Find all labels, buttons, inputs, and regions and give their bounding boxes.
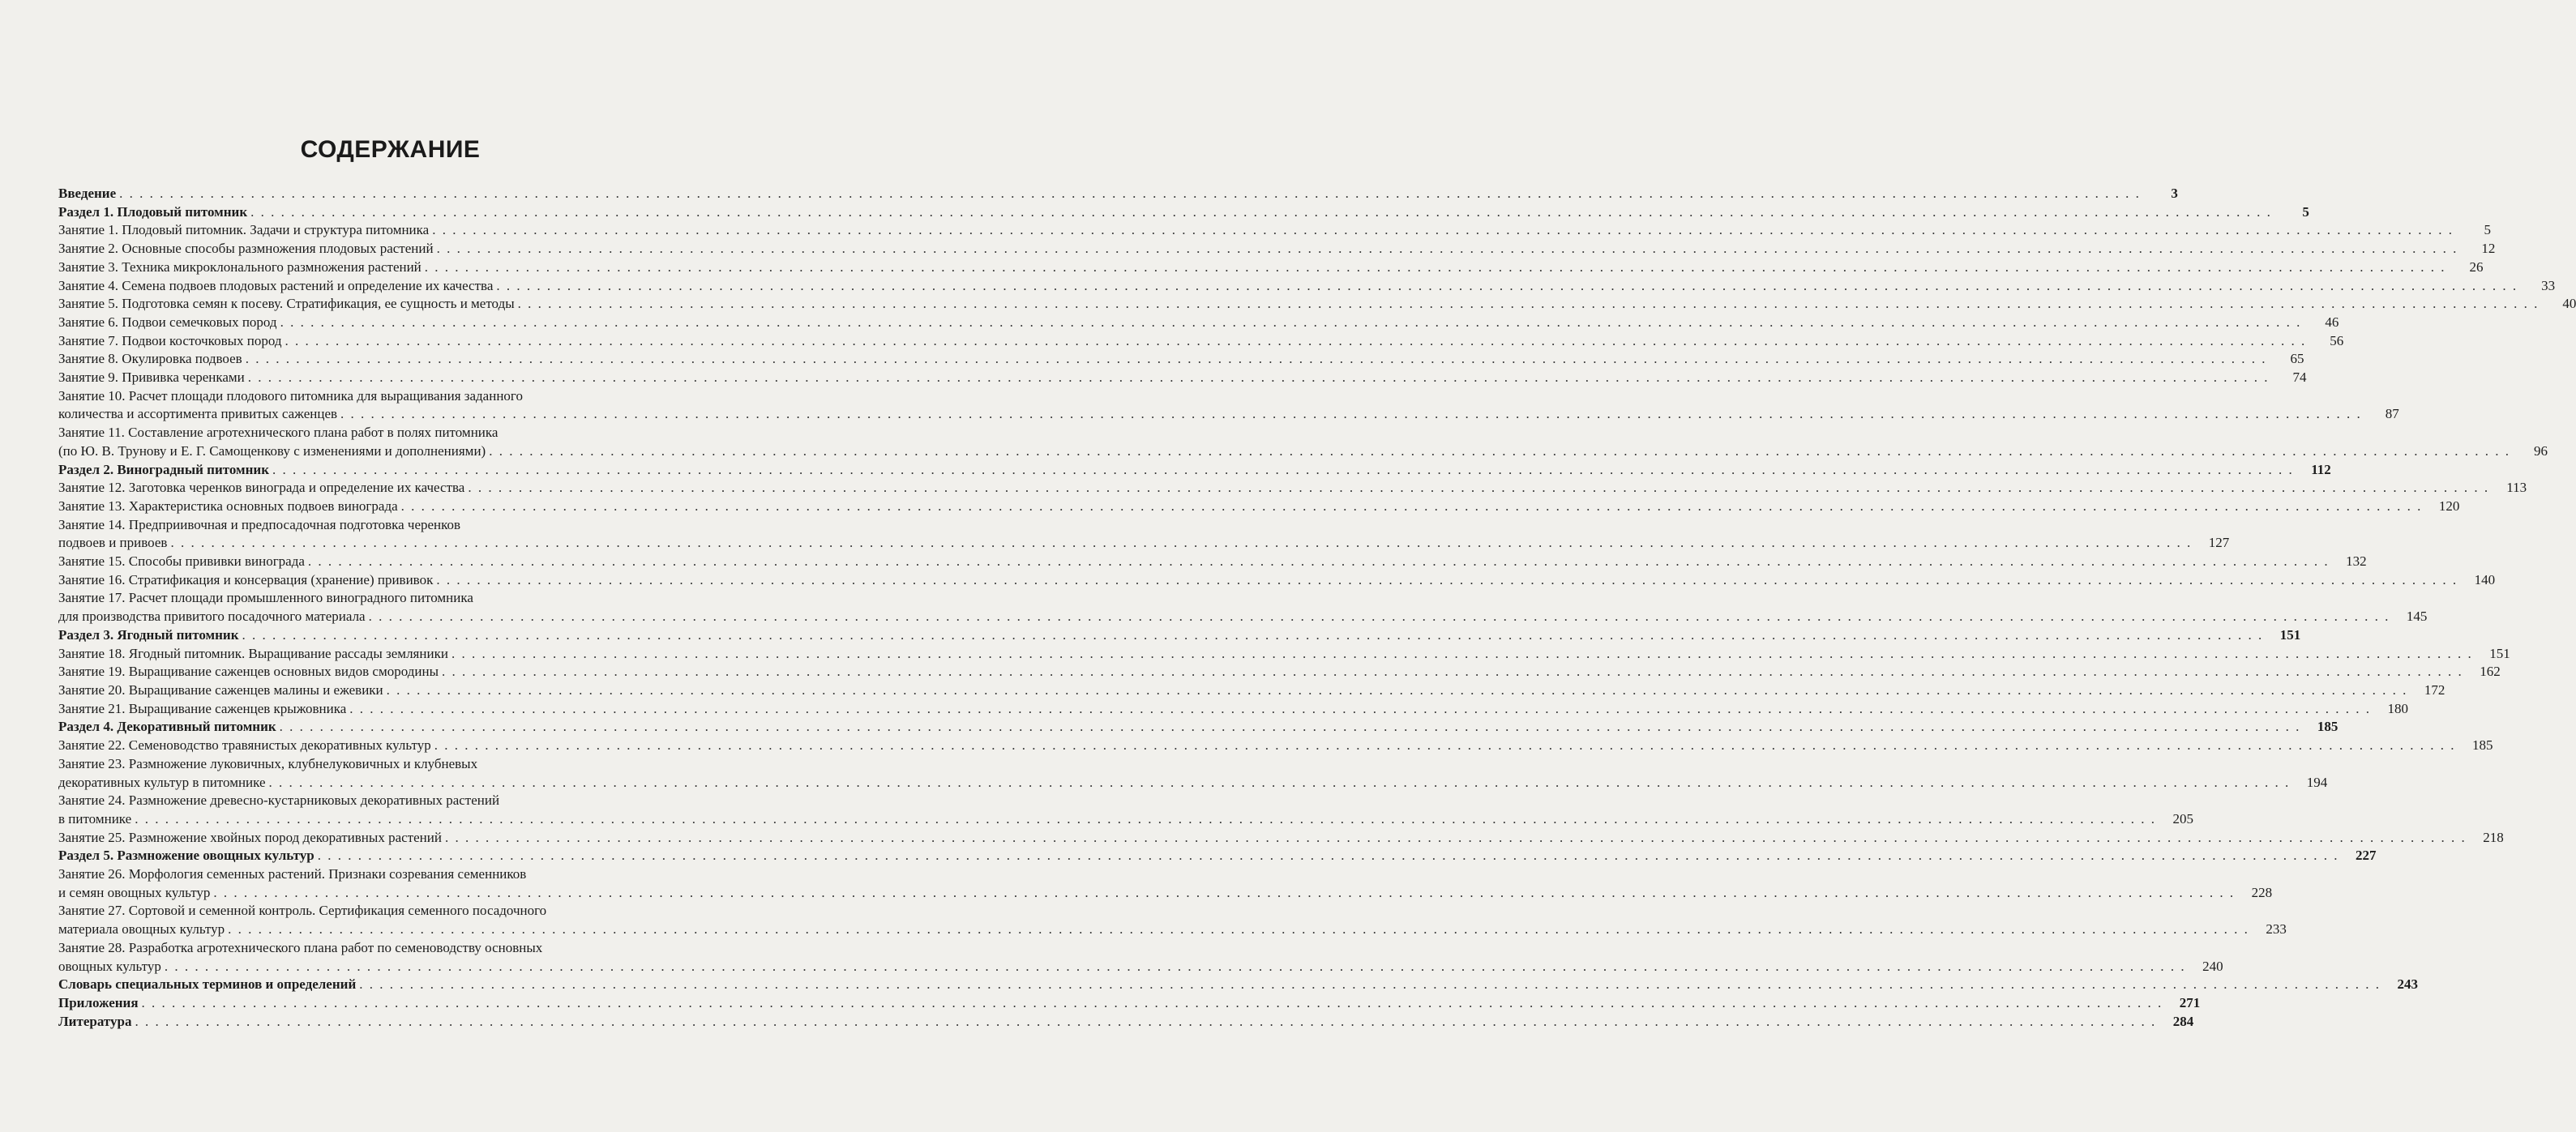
toc-page-number: 194: [2306, 774, 2328, 790]
dot-leader: . . . . . . . . . . . . . . . . . . . . . . . . . . . . . . . . . . . . . . . . . . . . . . . . . . . . . . . . . . . . . . . . . . . . . . . . . . . . . . . . . . . . . . . . . . . . . . . . . . . . . . . . . . . . . . . . . . . . . . . . . . . . . . . . . . . . . . . . . . . . . . . . . . . . . . . . . . . . . . . . . . . . . . . . . . . . . . . . . . . . . . . . . . . . . . . . . . . . . . . .: [213, 884, 2236, 900]
toc-page-number: 5: [2484, 222, 2491, 238]
dot-leader: . . . . . . . . . . . . . . . . . . . . . . . . . . . . . . . . . . . . . . . . . . . . . . . . . . . . . . . . . . . . . . . . . . . . . . . . . . . . . . . . . . . . . . . . . . . . . . . . . . . . . . . . . . . . . . . . . . . . . . . . . . . . . . . . . . . . . . . . . . . . . . . . . . . . . . . . . . . . . . . . . . . . . . . . . . . . . . . . . . . . . . . . . . . . . . . . . . . . . . . .: [141, 994, 2163, 1010]
toc-entry-text: Занятие 10. Расчет площади плодового питомника для выращивания заданного: [58, 387, 523, 404]
toc-page-number: 227: [2355, 848, 2377, 864]
toc-entry: [58, 203, 2309, 222]
dot-leader: . . . . . . . . . . . . . . . . . . . . . . . . . . . . . . . . . . . . . . . . . . . . . . . . . . . . . . . . . . . . . . . . . . . . . . . . . . . . . . . . . . . . . . . . . . . . . . . . . . . . . . . . . . . . . . . . . . . . . . . . . . . . . . . . . . . . . . . . . . . . . . . . . . . . . . . . . . . . . . . . . . . . . . . . . . . . . . . . . . . . . . . . . . . . . . . . . . . . . . . .: [307, 553, 2330, 570]
toc-entry-text: количества и ассортимента привитых саженцев: [58, 406, 338, 422]
toc-page-number: 205: [2172, 810, 2193, 827]
dot-leader: . . . . . . . . . . . . . . . . . . . . . . . . . . . . . . . . . . . . . . . . . . . . . . . . . . . . . . . . . . . . . . . . . . . . . . . . . . . . . . . . . . . . . . . . . . . . . . . . . . . . . . . . . . . . . . . . . . . . . . . . . . . . . . . . . . . . . . . . . . . . . . . . . . . . . . . . . . . . . . . . . . . . . . . . . . . . . . . . . . . . . . . . . . . . . . . . . . . . . . . .: [317, 848, 2339, 864]
toc-page-number: 228: [2251, 884, 2273, 900]
toc-page-number: 65: [2290, 351, 2304, 367]
toc-entry-text: материала овощных культур: [58, 921, 225, 938]
toc-entry-text: Занятие 2. Основные способы размножения плодовых растений: [58, 241, 434, 257]
toc-entry-text: Занятие 9. Прививка черенками: [58, 370, 245, 386]
dot-leader: . . . . . . . . . . . . . . . . . . . . . . . . . . . . . . . . . . . . . . . . . . . . . . . . . . . . . . . . . . . . . . . . . . . . . . . . . . . . . . . . . . . . . . . . . . . . . . . . . . . . . . . . . . . . . . . . . . . . . . . . . . . . . . . . . . . . . . . . . . . . . . . . . . . . . . . . . . . . . . . . . . . . . . . . . . . . . . . . . . . . . . . . . . . . . . . . . . . . . . . .: [432, 222, 2454, 238]
toc-entry: [58, 479, 2527, 498]
toc-page-number: 56: [2330, 332, 2344, 348]
toc-entry-text: Занятие 19. Выращивание саженцев основных видов смородины: [58, 664, 439, 680]
toc-entry: [58, 589, 2428, 626]
toc-page-number: 40: [2562, 296, 2576, 312]
toc-entry: [58, 221, 2491, 240]
page-title: СОДЕРЖАНИЕ: [300, 136, 481, 163]
toc-entry: [58, 571, 2496, 590]
dot-leader: . . . . . . . . . . . . . . . . . . . . . . . . . . . . . . . . . . . . . . . . . . . . . . . . . . . . . . . . . . . . . . . . . . . . . . . . . . . . . . . . . . . . . . . . . . . . . . . . . . . . . . . . . . . . . . . . . . . . . . . . . . . . . . . . . . . . . . . . . . . . . . . . . . . . . . . . . . . . . . . . . . . . . . . . . . . . . . . . . . . . . . . . . . . . . . . . . . . . . . . .: [349, 700, 2372, 716]
dot-leader: . . . . . . . . . . . . . . . . . . . . . . . . . . . . . . . . . . . . . . . . . . . . . . . . . . . . . . . . . . . . . . . . . . . . . . . . . . . . . . . . . . . . . . . . . . . . . . . . . . . . . . . . . . . . . . . . . . . . . . . . . . . . . . . . . . . . . . . . . . . . . . . . . . . . . . . . . . . . . . . . . . . . . . . . . . . . . . . . . . . . . . . . . . . . . . . . . . . . . . . .: [489, 442, 2510, 459]
dot-leader: . . . . . . . . . . . . . . . . . . . . . . . . . . . . . . . . . . . . . . . . . . . . . . . . . . . . . . . . . . . . . . . . . . . . . . . . . . . . . . . . . . . . . . . . . . . . . . . . . . . . . . . . . . . . . . . . . . . . . . . . . . . . . . . . . . . . . . . . . . . . . . . . . . . . . . . . . . . . . . . . . . . . . . . . . . . . . . . . . . . . . . . . . . . . . . . . . . . . . . . .: [400, 498, 2423, 514]
toc-entry: [58, 424, 2548, 460]
toc-entry-text: Занятие 11. Составление агротехнического плана работ в полях питомника: [58, 425, 499, 441]
toc-entry-text: (по Ю. В. Трунову и Е. Г. Самощенкову с изменениями и дополнениями): [58, 442, 486, 459]
toc-page-number: 151: [2279, 626, 2301, 643]
toc-entry-text: овощных культур: [58, 958, 161, 974]
dot-leader: . . . . . . . . . . . . . . . . . . . . . . . . . . . . . . . . . . . . . . . . . . . . . . . . . . . . . . . . . . . . . . . . . . . . . . . . . . . . . . . . . . . . . . . . . . . . . . . . . . . . . . . . . . . . . . . . . . . . . . . . . . . . . . . . . . . . . . . . . . . . . . . . . . . . . . . . . . . . . . . . . . . . . . . . . . . . . . . . . . . . . . . . . . . . . . . . . . . . . . . .: [386, 681, 2408, 698]
toc-entry-text: подвоев и привоев: [58, 535, 168, 551]
toc-page-number: 172: [2424, 681, 2445, 698]
toc-entry: [58, 865, 2273, 902]
toc-entry-text: Раздел 4. Декоративный питомник: [58, 719, 276, 735]
dot-leader: . . . . . . . . . . . . . . . . . . . . . . . . . . . . . . . . . . . . . . . . . . . . . . . . . . . . . . . . . . . . . . . . . . . . . . . . . . . . . . . . . . . . . . . . . . . . . . . . . . . . . . . . . . . . . . . . . . . . . . . . . . . . . . . . . . . . . . . . . . . . . . . . . . . . . . . . . . . . . . . . . . . . . . . . . . . . . . . . . . . . . . . . . . . . . . . . . . . . . . . .: [436, 571, 2458, 587]
toc-page-number: 145: [2406, 609, 2428, 625]
toc-entry: [58, 516, 2230, 553]
toc-entry-text: Занятие 12. Заготовка черенков винограда и определение их качества: [58, 480, 465, 496]
toc-entry-text: Занятие 21. Выращивание саженцев крыжовника: [58, 700, 347, 716]
toc-entry: [58, 387, 2399, 424]
dot-leader: . . . . . . . . . . . . . . . . . . . . . . . . . . . . . . . . . . . . . . . . . . . . . . . . . . . . . . . . . . . . . . . . . . . . . . . . . . . . . . . . . . . . . . . . . . . . . . . . . . . . . . . . . . . . . . . . . . . . . . . . . . . . . . . . . . . . . . . . . . . . . . . . . . . . . . . . . . . . . . . . . . . . . . . . . . . . . . . . . . . . . . . . . . . . . . . . . . . . . . . .: [496, 277, 2518, 293]
toc-entry-text: Раздел 2. Виноградный питомник: [58, 461, 270, 477]
toc-entry: [58, 645, 2510, 664]
toc-entry: [58, 700, 2409, 719]
toc-entry-text: Занятие 18. Ягодный питомник. Выращивание рассады земляники: [58, 645, 448, 661]
toc-entry: [58, 295, 2576, 314]
toc-page-number: 112: [2311, 461, 2331, 477]
toc-entry-text: и семян овощных культур: [58, 884, 211, 900]
toc-entry-text: Занятие 22. Семеноводство травянистых декоративных культур: [58, 737, 431, 754]
toc-entry: [58, 976, 2418, 994]
dot-leader: . . . . . . . . . . . . . . . . . . . . . . . . . . . . . . . . . . . . . . . . . . . . . . . . . . . . . . . . . . . . . . . . . . . . . . . . . . . . . . . . . . . . . . . . . . . . . . . . . . . . . . . . . . . . . . . . . . . . . . . . . . . . . . . . . . . . . . . . . . . . . . . . . . . . . . . . . . . . . . . . . . . . . . . . . . . . . . . . . . . . . . . . . . . . . . . . . . . . . . . .: [268, 774, 2291, 790]
toc-entry: [58, 681, 2445, 700]
toc-entry-text: декоративных культур в питомнике: [58, 774, 266, 790]
dot-leader: . . . . . . . . . . . . . . . . . . . . . . . . . . . . . . . . . . . . . . . . . . . . . . . . . . . . . . . . . . . . . . . . . . . . . . . . . . . . . . . . . . . . . . . . . . . . . . . . . . . . . . . . . . . . . . . . . . . . . . . . . . . . . . . . . . . . . . . . . . . . . . . . . . . . . . . . . . . . . . . . . . . . . . . . . . . . . . . . . . . . . . . . . . . . . . . . . . . . . . . .: [245, 351, 2267, 367]
toc-entry: [58, 939, 2223, 976]
dot-leader: . . . . . . . . . . . . . . . . . . . . . . . . . . . . . . . . . . . . . . . . . . . . . . . . . . . . . . . . . . . . . . . . . . . . . . . . . . . . . . . . . . . . . . . . . . . . . . . . . . . . . . . . . . . . . . . . . . . . . . . . . . . . . . . . . . . . . . . . . . . . . . . . . . . . . . . . . . . . . . . . . . . . . . . . . . . . . . . . . . . . . . . . . . . . . . . . . . . . . . . .: [285, 332, 2307, 348]
dot-leader: . . . . . . . . . . . . . . . . . . . . . . . . . . . . . . . . . . . . . . . . . . . . . . . . . . . . . . . . . . . . . . . . . . . . . . . . . . . . . . . . . . . . . . . . . . . . . . . . . . . . . . . . . . . . . . . . . . . . . . . . . . . . . . . . . . . . . . . . . . . . . . . . . . . . . . . . . . . . . . . . . . . . . . . . . . . . . . . . . . . . . . . . . . . . . . . . . . . . . . . .: [434, 737, 2456, 754]
toc-entry-text: Занятие 8. Окулировка подвоев: [58, 351, 242, 367]
toc-entry-text: Занятие 13. Характеристика основных подвоев винограда: [58, 498, 398, 514]
dot-leader: . . . . . . . . . . . . . . . . . . . . . . . . . . . . . . . . . . . . . . . . . . . . . . . . . . . . . . . . . . . . . . . . . . . . . . . . . . . . . . . . . . . . . . . . . . . . . . . . . . . . . . . . . . . . . . . . . . . . . . . . . . . . . . . . . . . . . . . . . . . . . . . . . . . . . . . . . . . . . . . . . . . . . . . . . . . . . . . . . . . . . . . . . . . . . . . . . . . . . . . .: [468, 480, 2490, 496]
toc-entry-text: Занятие 27. Сортовой и семенной контроль. Сертификация семенного посадочного: [58, 903, 547, 919]
toc-entry: [58, 792, 2193, 828]
toc-entry-text: Занятие 4. Семена подвоев плодовых растений и определение их качества: [58, 277, 494, 293]
toc-entry: [58, 369, 2307, 387]
toc-page-number: 140: [2474, 571, 2496, 587]
toc-page-number: 113: [2506, 480, 2527, 496]
toc-entry-text: в питомнике: [58, 810, 132, 827]
toc-page-number: 185: [2471, 737, 2493, 754]
dot-leader: . . . . . . . . . . . . . . . . . . . . . . . . . . . . . . . . . . . . . . . . . . . . . . . . . . . . . . . . . . . . . . . . . . . . . . . . . . . . . . . . . . . . . . . . . . . . . . . . . . . . . . . . . . . . . . . . . . . . . . . . . . . . . . . . . . . . . . . . . . . . . . . . . . . . . . . . . . . . . . . . . . . . . . . . . . . . . . . . . . . . . . . . . . . . . . . . . . . . . . . .: [280, 314, 2302, 330]
toc-entry: [58, 498, 2460, 516]
toc-entry: [58, 553, 2367, 571]
toc-entry: [58, 847, 2377, 865]
dot-leader: . . . . . . . . . . . . . . . . . . . . . . . . . . . . . . . . . . . . . . . . . . . . . . . . . . . . . . . . . . . . . . . . . . . . . . . . . . . . . . . . . . . . . . . . . . . . . . . . . . . . . . . . . . . . . . . . . . . . . . . . . . . . . . . . . . . . . . . . . . . . . . . . . . . . . . . . . . . . . . . . . . . . . . . . . . . . . . . . . . . . . . . . . . . . . . . . . . . . . . . .: [119, 186, 2141, 201]
toc-entry: [58, 718, 2339, 737]
toc-entry: [58, 185, 2178, 203]
toc-page-number: 96: [2533, 442, 2548, 459]
toc-entry: [58, 902, 2287, 938]
toc-entry-text: Раздел 1. Плодовый питомник: [58, 203, 248, 220]
dot-leader: . . . . . . . . . . . . . . . . . . . . . . . . . . . . . . . . . . . . . . . . . . . . . . . . . . . . . . . . . . . . . . . . . . . . . . . . . . . . . . . . . . . . . . . . . . . . . . . . . . . . . . . . . . . . . . . . . . . . . . . . . . . . . . . . . . . . . . . . . . . . . . . . . . . . . . . . . . . . . . . . . . . . . . . . . . . . . . . . . . . . . . . . . . . . . . . . . . . . . . . .: [368, 609, 2390, 625]
toc-entry: [58, 663, 2501, 681]
toc-page-number: 3: [2171, 186, 2178, 201]
toc-entry: [58, 1013, 2194, 1032]
dot-leader: . . . . . . . . . . . . . . . . . . . . . . . . . . . . . . . . . . . . . . . . . . . . . . . . . . . . . . . . . . . . . . . . . . . . . . . . . . . . . . . . . . . . . . . . . . . . . . . . . . . . . . . . . . . . . . . . . . . . . . . . . . . . . . . . . . . . . . . . . . . . . . . . . . . . . . . . . . . . . . . . . . . . . . . . . . . . . . . . . . . . . . . . . . . . . . . . . . . . . . . .: [164, 958, 2186, 974]
toc-entry: [58, 994, 2201, 1013]
toc-page-number: 233: [2266, 921, 2287, 938]
toc-entry-text: Занятие 20. Выращивание саженцев малины и ежевики: [58, 681, 383, 698]
toc-entry-text: Раздел 5. Размножение овощных культур: [58, 848, 315, 864]
toc-entry-text: Приложения: [58, 994, 139, 1010]
toc-entry-text: для производства привитого посадочного материала: [58, 609, 366, 625]
dot-leader: . . . . . . . . . . . . . . . . . . . . . . . . . . . . . . . . . . . . . . . . . . . . . . . . . . . . . . . . . . . . . . . . . . . . . . . . . . . . . . . . . . . . . . . . . . . . . . . . . . . . . . . . . . . . . . . . . . . . . . . . . . . . . . . . . . . . . . . . . . . . . . . . . . . . . . . . . . . . . . . . . . . . . . . . . . . . . . . . . . . . . . . . . . . . . . . . . . . . . . . .: [247, 370, 2270, 386]
toc-page-number: 180: [2387, 700, 2409, 716]
toc-page-number: 284: [2172, 1013, 2194, 1029]
toc-page-number: 151: [2489, 645, 2510, 661]
toc-page-number: 5: [2302, 203, 2309, 220]
toc-entry: [58, 350, 2304, 369]
toc-page-number: 185: [2317, 719, 2339, 735]
toc-entry-text: Занятие 1. Плодовый питомник. Задачи и структура питомника: [58, 222, 430, 238]
dot-leader: . . . . . . . . . . . . . . . . . . . . . . . . . . . . . . . . . . . . . . . . . . . . . . . . . . . . . . . . . . . . . . . . . . . . . . . . . . . . . . . . . . . . . . . . . . . . . . . . . . . . . . . . . . . . . . . . . . . . . . . . . . . . . . . . . . . . . . . . . . . . . . . . . . . . . . . . . . . . . . . . . . . . . . . . . . . . . . . . . . . . . . . . . . . . . . . . . . . . . . . .: [135, 810, 2156, 827]
toc-entry: [58, 332, 2344, 351]
toc-entry-text: Введение: [58, 186, 117, 201]
toc-page-number: 243: [2397, 976, 2418, 993]
toc-entry-text: Занятие 5. Подготовка семян к посеву. Стратификация, ее сущность и методы: [58, 296, 515, 312]
dot-leader: . . . . . . . . . . . . . . . . . . . . . . . . . . . . . . . . . . . . . . . . . . . . . . . . . . . . . . . . . . . . . . . . . . . . . . . . . . . . . . . . . . . . . . . . . . . . . . . . . . . . . . . . . . . . . . . . . . . . . . . . . . . . . . . . . . . . . . . . . . . . . . . . . . . . . . . . . . . . . . . . . . . . . . . . . . . . . . . . . . . . . . . . . . . . . . . . . . . . . . . .: [228, 921, 2249, 938]
toc-entry: [58, 626, 2301, 645]
toc-entry-text: Занятие 24. Размножение древесно-кустарниковых декоративных растений: [58, 792, 500, 809]
dot-leader: . . . . . . . . . . . . . . . . . . . . . . . . . . . . . . . . . . . . . . . . . . . . . . . . . . . . . . . . . . . . . . . . . . . . . . . . . . . . . . . . . . . . . . . . . . . . . . . . . . . . . . . . . . . . . . . . . . . . . . . . . . . . . . . . . . . . . . . . . . . . . . . . . . . . . . . . . . . . . . . . . . . . . . . . . . . . . . . . . . . . . . . . . . . . . . . . . . . . . . . .: [424, 258, 2446, 275]
toc-entry-text: Занятие 15. Способы прививки винограда: [58, 553, 305, 570]
dot-leader: . . . . . . . . . . . . . . . . . . . . . . . . . . . . . . . . . . . . . . . . . . . . . . . . . . . . . . . . . . . . . . . . . . . . . . . . . . . . . . . . . . . . . . . . . . . . . . . . . . . . . . . . . . . . . . . . . . . . . . . . . . . . . . . . . . . . . . . . . . . . . . . . . . . . . . . . . . . . . . . . . . . . . . . . . . . . . . . . . . . . . . . . . . . . . . . . . . . . . . . .: [242, 626, 2264, 643]
toc-entry-text: Занятие 14. Предприивочная и предпосадочная подготовка черенков: [58, 516, 461, 532]
dot-leader: . . . . . . . . . . . . . . . . . . . . . . . . . . . . . . . . . . . . . . . . . . . . . . . . . . . . . . . . . . . . . . . . . . . . . . . . . . . . . . . . . . . . . . . . . . . . . . . . . . . . . . . . . . . . . . . . . . . . . . . . . . . . . . . . . . . . . . . . . . . . . . . . . . . . . . . . . . . . . . . . . . . . . . . . . . . . . . . . . . . . . . . . . . . . . . . . . . . . . . . .: [250, 203, 2272, 220]
toc-page-number: 33: [2541, 277, 2556, 293]
dot-leader: . . . . . . . . . . . . . . . . . . . . . . . . . . . . . . . . . . . . . . . . . . . . . . . . . . . . . . . . . . . . . . . . . . . . . . . . . . . . . . . . . . . . . . . . . . . . . . . . . . . . . . . . . . . . . . . . . . . . . . . . . . . . . . . . . . . . . . . . . . . . . . . . . . . . . . . . . . . . . . . . . . . . . . . . . . . . . . . . . . . . . . . . . . . . . . . . . . . . . . . .: [170, 535, 2193, 551]
toc-page-number: 120: [2438, 498, 2460, 514]
toc-page-number: 240: [2202, 958, 2223, 974]
toc-entry-text: Литература: [58, 1013, 132, 1029]
toc-entry: [58, 737, 2493, 755]
toc-entry-text: Раздел 3. Ягодный питомник: [58, 626, 239, 643]
toc-entry-text: Занятие 25. Размножение хвойных пород декоративных растений: [58, 829, 442, 845]
toc-entry-text: Занятие 23. Размножение луковичных, клубнелуковичных и клубневых: [58, 755, 478, 771]
dot-leader: . . . . . . . . . . . . . . . . . . . . . . . . . . . . . . . . . . . . . . . . . . . . . . . . . . . . . . . . . . . . . . . . . . . . . . . . . . . . . . . . . . . . . . . . . . . . . . . . . . . . . . . . . . . . . . . . . . . . . . . . . . . . . . . . . . . . . . . . . . . . . . . . . . . . . . . . . . . . . . . . . . . . . . . . . . . . . . . . . . . . . . . . . . . . . . . . . . . . . . . .: [442, 664, 2463, 680]
toc-page-number: 87: [2385, 406, 2399, 422]
toc-entry-text: Занятие 6. Подвои семечковых пород: [58, 314, 277, 330]
dot-leader: . . . . . . . . . . . . . . . . . . . . . . . . . . . . . . . . . . . . . . . . . . . . . . . . . . . . . . . . . . . . . . . . . . . . . . . . . . . . . . . . . . . . . . . . . . . . . . . . . . . . . . . . . . . . . . . . . . . . . . . . . . . . . . . . . . . . . . . . . . . . . . . . . . . . . . . . . . . . . . . . . . . . . . . . . . . . . . . . . . . . . . . . . . . . . . . . . . . . . . . .: [340, 406, 2362, 422]
toc-entry: [58, 277, 2556, 296]
toc-page-number: 218: [2483, 829, 2504, 845]
dot-leader: . . . . . . . . . . . . . . . . . . . . . . . . . . . . . . . . . . . . . . . . . . . . . . . . . . . . . . . . . . . . . . . . . . . . . . . . . . . . . . . . . . . . . . . . . . . . . . . . . . . . . . . . . . . . . . . . . . . . . . . . . . . . . . . . . . . . . . . . . . . . . . . . . . . . . . . . . . . . . . . . . . . . . . . . . . . . . . . . . . . . . . . . . . . . . . . . . . . . . . . .: [272, 461, 2294, 477]
toc-entry: [58, 258, 2484, 277]
toc-page-number: 12: [2481, 241, 2496, 257]
dot-leader: . . . . . . . . . . . . . . . . . . . . . . . . . . . . . . . . . . . . . . . . . . . . . . . . . . . . . . . . . . . . . . . . . . . . . . . . . . . . . . . . . . . . . . . . . . . . . . . . . . . . . . . . . . . . . . . . . . . . . . . . . . . . . . . . . . . . . . . . . . . . . . . . . . . . . . . . . . . . . . . . . . . . . . . . . . . . . . . . . . . . . . . . . . . . . . . . . . . . . . . .: [135, 1013, 2157, 1029]
toc-entry-text: Занятие 16. Стратификация и консервация (хранение) прививок: [58, 571, 434, 587]
toc-entry: [58, 829, 2504, 848]
dot-leader: . . . . . . . . . . . . . . . . . . . . . . . . . . . . . . . . . . . . . . . . . . . . . . . . . . . . . . . . . . . . . . . . . . . . . . . . . . . . . . . . . . . . . . . . . . . . . . . . . . . . . . . . . . . . . . . . . . . . . . . . . . . . . . . . . . . . . . . . . . . . . . . . . . . . . . . . . . . . . . . . . . . . . . . . . . . . . . . . . . . . . . . . . . . . . . . . . . . . . . . .: [436, 241, 2458, 257]
toc-page-number: 162: [2480, 664, 2501, 680]
toc-page-number: 74: [2292, 370, 2307, 386]
toc-entry-text: Занятие 17. Расчет площади промышленного виноградного питомника: [58, 590, 473, 606]
table-of-contents: [58, 185, 2576, 1031]
toc-entry-text: Занятие 28. Разработка агротехнического плана работ по семеноводству основных: [58, 939, 543, 955]
toc-entry-text: Занятие 7. Подвои косточковых пород: [58, 332, 282, 348]
dot-leader: . . . . . . . . . . . . . . . . . . . . . . . . . . . . . . . . . . . . . . . . . . . . . . . . . . . . . . . . . . . . . . . . . . . . . . . . . . . . . . . . . . . . . . . . . . . . . . . . . . . . . . . . . . . . . . . . . . . . . . . . . . . . . . . . . . . . . . . . . . . . . . . . . . . . . . . . . . . . . . . . . . . . . . . . . . . . . . . . . . . . . . . . . . . . . . . . . . . . . . . .: [359, 976, 2381, 993]
dot-leader: . . . . . . . . . . . . . . . . . . . . . . . . . . . . . . . . . . . . . . . . . . . . . . . . . . . . . . . . . . . . . . . . . . . . . . . . . . . . . . . . . . . . . . . . . . . . . . . . . . . . . . . . . . . . . . . . . . . . . . . . . . . . . . . . . . . . . . . . . . . . . . . . . . . . . . . . . . . . . . . . . . . . . . . . . . . . . . . . . . . . . . . . . . . . . . . . . . . . . . . .: [517, 296, 2540, 312]
toc-entry-text: Занятие 26. Морфология семенных растений. Признаки созревания семенников: [58, 866, 527, 882]
toc-entry: [58, 461, 2331, 480]
toc-page-number: 26: [2469, 258, 2484, 275]
toc-page-number: 46: [2325, 314, 2339, 330]
dot-leader: . . . . . . . . . . . . . . . . . . . . . . . . . . . . . . . . . . . . . . . . . . . . . . . . . . . . . . . . . . . . . . . . . . . . . . . . . . . . . . . . . . . . . . . . . . . . . . . . . . . . . . . . . . . . . . . . . . . . . . . . . . . . . . . . . . . . . . . . . . . . . . . . . . . . . . . . . . . . . . . . . . . . . . . . . . . . . . . . . . . . . . . . . . . . . . . . . . . . . . . .: [451, 645, 2473, 661]
toc-page-number: 132: [2346, 553, 2367, 570]
toc-page-number: 271: [2179, 994, 2201, 1010]
toc-entry: [58, 755, 2328, 792]
toc-entry: [58, 240, 2496, 258]
toc-entry-text: Занятие 3. Техника микроклонального размножения растений: [58, 258, 421, 275]
toc-entry: [58, 314, 2339, 332]
dot-leader: . . . . . . . . . . . . . . . . . . . . . . . . . . . . . . . . . . . . . . . . . . . . . . . . . . . . . . . . . . . . . . . . . . . . . . . . . . . . . . . . . . . . . . . . . . . . . . . . . . . . . . . . . . . . . . . . . . . . . . . . . . . . . . . . . . . . . . . . . . . . . . . . . . . . . . . . . . . . . . . . . . . . . . . . . . . . . . . . . . . . . . . . . . . . . . . . . . . . . . . .: [444, 829, 2467, 845]
dot-leader: . . . . . . . . . . . . . . . . . . . . . . . . . . . . . . . . . . . . . . . . . . . . . . . . . . . . . . . . . . . . . . . . . . . . . . . . . . . . . . . . . . . . . . . . . . . . . . . . . . . . . . . . . . . . . . . . . . . . . . . . . . . . . . . . . . . . . . . . . . . . . . . . . . . . . . . . . . . . . . . . . . . . . . . . . . . . . . . . . . . . . . . . . . . . . . . . . . . . . . . .: [279, 719, 2301, 735]
toc-page-number: 127: [2208, 535, 2230, 551]
toc-entry-text: Словарь специальных терминов и определений: [58, 976, 357, 993]
